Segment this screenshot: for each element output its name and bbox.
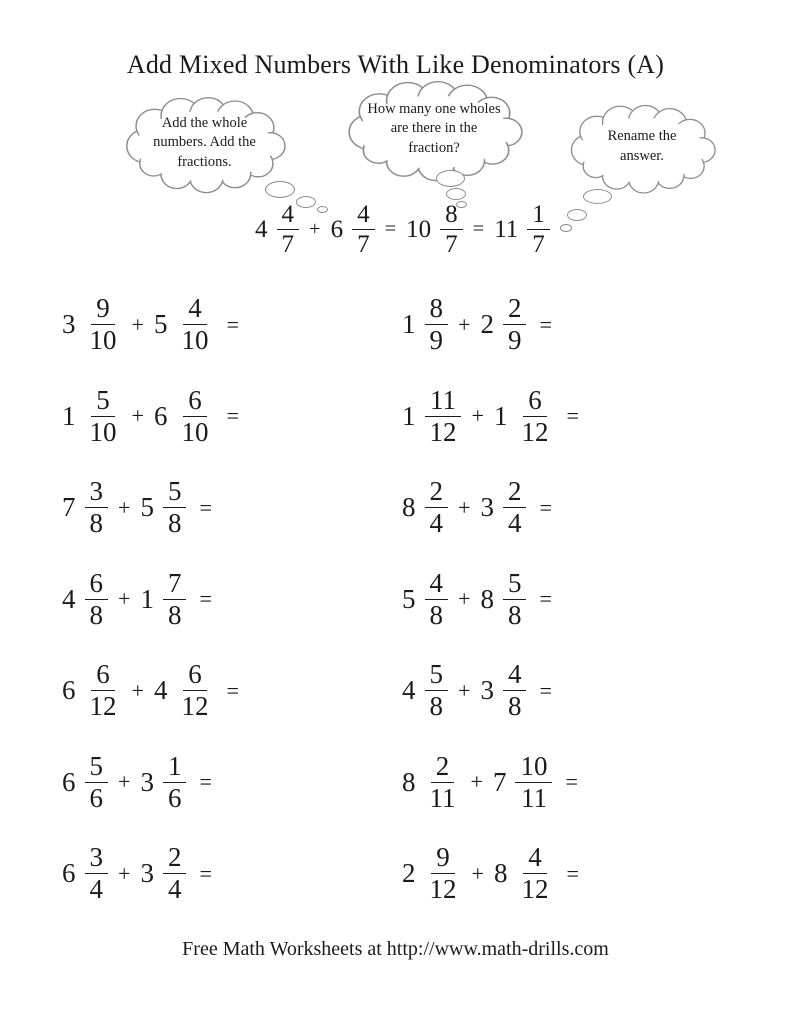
denominator: 6 [89,782,103,813]
whole-number: 5 [402,583,416,614]
whole-number: 5 [140,492,154,523]
problem-row [402,279,742,371]
numerator: 1 [163,752,187,783]
thought-bubble-rename [558,104,726,196]
problem-row [402,645,742,737]
numerator: 4 [277,201,300,230]
second-addend [154,294,214,355]
whole-number: 8 [480,583,494,614]
whole-number: 6 [330,215,344,243]
plus-sign: + [458,311,471,337]
numerator: 4 [352,201,375,230]
plus-sign: + [131,311,144,337]
fraction [503,477,527,538]
whole-number: 3 [62,309,76,340]
problem-row [62,462,402,554]
denominator: 8 [167,599,182,630]
problem-row [402,554,742,646]
numerator: 2 [431,752,455,783]
first-addend [402,752,461,813]
denominator: 9 [429,325,443,356]
whole-number: 6 [62,675,76,706]
first-addend [62,386,122,447]
whole-number: 4 [255,215,268,243]
plus-sign: + [118,860,131,886]
second-addend [493,752,553,813]
first-addend [62,294,122,355]
tail-bubble-icon [265,181,295,198]
tail-bubble-icon [583,189,612,204]
whole-number: 4 [153,675,168,706]
denominator: 9 [507,325,522,356]
page-title: Add Mixed Numbers With Like Denominators (A) [126,50,665,79]
whole-number: 5 [153,309,168,340]
whole-number: 3 [140,858,154,889]
second-addend [480,569,526,630]
first-addend [402,386,462,447]
denominator: 10 [181,325,209,356]
mixed-number [331,201,375,258]
numerator: 6 [85,569,109,600]
problem-row [402,462,742,554]
whole-number: 8 [402,766,416,797]
fraction [85,386,122,447]
denominator: 11 [520,782,547,813]
numerator: 6 [523,386,547,417]
problem-row [62,371,402,463]
whole-number: 2 [480,309,494,340]
denominator: 6 [167,782,182,813]
denominator: 7 [532,230,545,258]
whole-number: 3 [140,766,154,797]
whole-number: 3 [480,492,494,523]
problem-row [62,737,402,829]
denominator: 8 [507,691,522,722]
fraction [516,843,553,904]
denominator: 12 [429,416,457,447]
fraction [176,294,213,355]
numerator: 11 [425,386,461,417]
denominator: 4 [507,508,522,539]
fraction [425,569,449,630]
numerator: 4 [523,843,547,874]
problem-grid [62,279,762,920]
whole-number: 8 [493,858,508,889]
denominator: 8 [429,691,443,722]
first-addend [62,569,108,630]
fraction [85,477,109,538]
whole-number: 1 [140,583,154,614]
fraction [425,294,449,355]
fraction [163,569,187,630]
plus-sign: + [118,494,131,520]
numerator: 6 [91,660,115,691]
bubble-text: Add the whole numbers. Add the fractions. [153,114,256,170]
equals-sign: = [199,769,212,795]
denominator: 8 [89,599,103,630]
whole-number: 4 [402,675,416,706]
numerator: 3 [85,477,109,508]
fraction [425,477,449,538]
numerator: 2 [503,477,527,508]
denominator: 12 [89,691,117,722]
denominator: 4 [167,874,182,905]
first-addend [402,660,448,721]
denominator: 8 [167,508,182,539]
equals-sign: = [539,586,552,612]
denominator: 12 [181,691,209,722]
plus-sign: + [118,586,131,612]
whole-number: 2 [402,858,416,889]
second-addend [480,660,526,721]
whole-number: 11 [494,215,519,243]
numerator: 10 [515,752,552,783]
first-addend [62,477,108,538]
denominator: 8 [429,599,443,630]
first-addend [62,752,108,813]
fraction [85,294,122,355]
equals-sign: = [226,403,239,429]
first-addend [402,294,448,355]
mixed-number [494,201,550,258]
equals-sign: = [566,403,579,429]
denominator: 12 [521,874,549,905]
second-addend [140,569,186,630]
second-addend [140,477,186,538]
second-addend [140,752,186,813]
thought-bubble-add [112,96,297,196]
numerator: 5 [91,386,115,417]
second-addend [154,660,214,721]
second-addend [480,294,526,355]
numerator: 6 [183,386,207,417]
second-addend [140,843,186,904]
fraction [425,386,462,447]
numerator: 4 [183,294,207,325]
equals-sign: = [226,677,239,703]
numerator: 4 [425,569,449,600]
denominator: 7 [445,230,458,258]
fraction [176,660,213,721]
plus-sign: + [118,769,131,795]
problem-row [62,828,402,920]
denominator: 12 [521,416,549,447]
whole-number: 6 [153,400,168,431]
denominator: 10 [89,325,117,356]
whole-number: 4 [62,583,76,614]
numerator: 5 [163,477,187,508]
second-addend [494,843,554,904]
whole-number: 6 [62,766,76,797]
operator-sign: = [384,217,397,240]
plus-sign: + [458,494,471,520]
problem-row [62,279,402,371]
fraction [85,843,109,904]
fraction [277,201,300,258]
denominator: 4 [429,508,443,539]
fraction [503,569,527,630]
numerator: 6 [183,660,207,691]
numerator: 5 [425,660,449,691]
example-equation [255,198,550,260]
numerator: 2 [163,843,187,874]
whole-number: 7 [492,766,507,797]
plus-sign: + [471,403,484,429]
whole-number: 7 [62,492,76,523]
denominator: 10 [89,416,117,447]
denominator: 7 [281,230,294,258]
second-addend [480,477,526,538]
fraction [515,752,552,813]
equals-sign: = [199,494,212,520]
fraction [85,569,109,630]
equals-sign: = [199,586,212,612]
numerator: 8 [425,294,449,325]
whole-number: 1 [402,400,416,431]
equals-sign: = [226,311,239,337]
denominator: 7 [357,230,370,258]
thought-bubble-wholes [333,80,535,184]
equals-sign: = [539,311,552,337]
fraction [425,752,461,813]
plus-sign: + [458,677,471,703]
equals-sign: = [199,860,212,886]
mixed-number [406,201,463,258]
fraction [163,477,187,538]
equals-sign: = [539,494,552,520]
operator-sign: = [472,217,485,240]
fraction [503,294,527,355]
problem-row [402,737,742,829]
mixed-number [255,201,299,258]
fraction [516,386,553,447]
problem-row [62,554,402,646]
denominator: 4 [89,874,103,905]
fraction [85,660,122,721]
bubble-text: How many one wholes are there in the fraction? [367,100,501,156]
whole-number: 1 [493,400,508,431]
second-addend [494,386,554,447]
numerator: 9 [91,294,115,325]
plus-sign: + [471,860,484,886]
first-addend [62,843,108,904]
denominator: 10 [181,416,209,447]
problem-row [402,828,742,920]
fraction [163,752,187,813]
whole-number: 3 [480,675,494,706]
fraction [176,386,213,447]
equals-sign: = [566,860,579,886]
fraction [163,843,187,904]
tail-bubble-icon [436,170,465,187]
tail-bubble-icon [567,209,587,221]
fraction [503,660,527,721]
equals-sign: = [565,769,578,795]
operator-sign: + [309,217,321,240]
numerator: 7 [163,569,187,600]
numerator: 9 [431,843,455,874]
tail-bubble-icon [560,224,572,232]
problem-column-left [62,279,402,920]
first-addend [62,660,122,721]
whole-number: 8 [402,492,416,523]
plus-sign: + [131,677,144,703]
plus-sign: + [458,586,471,612]
first-addend [402,569,448,630]
fraction [527,201,550,258]
first-addend [402,477,448,538]
problem-column-right [402,279,742,920]
denominator: 11 [429,782,456,813]
whole-number: 1 [402,309,416,340]
second-addend [154,386,214,447]
first-addend [402,843,462,904]
footer-credit: Free Math Worksheets at http://www.math-drills.com [182,938,609,960]
numerator: 3 [85,843,109,874]
fraction [440,201,463,258]
numerator: 5 [503,569,527,600]
numerator: 1 [527,201,550,230]
numerator: 4 [503,660,527,691]
plus-sign: + [470,769,483,795]
plus-sign: + [131,403,144,429]
denominator: 12 [429,874,457,905]
numerator: 2 [425,477,449,508]
problem-row [62,645,402,737]
numerator: 2 [503,294,527,325]
whole-number: 6 [62,858,76,889]
equals-sign: = [539,677,552,703]
denominator: 8 [507,599,522,630]
numerator: 5 [85,752,109,783]
whole-number: 10 [406,215,432,243]
fraction [85,752,109,813]
whole-number: 1 [62,400,76,431]
fraction [425,660,449,721]
problem-row [402,371,742,463]
denominator: 8 [89,508,103,539]
fraction [425,843,462,904]
bubble-text: Rename the answer. [607,128,677,164]
fraction [352,201,375,258]
numerator: 8 [440,201,463,230]
